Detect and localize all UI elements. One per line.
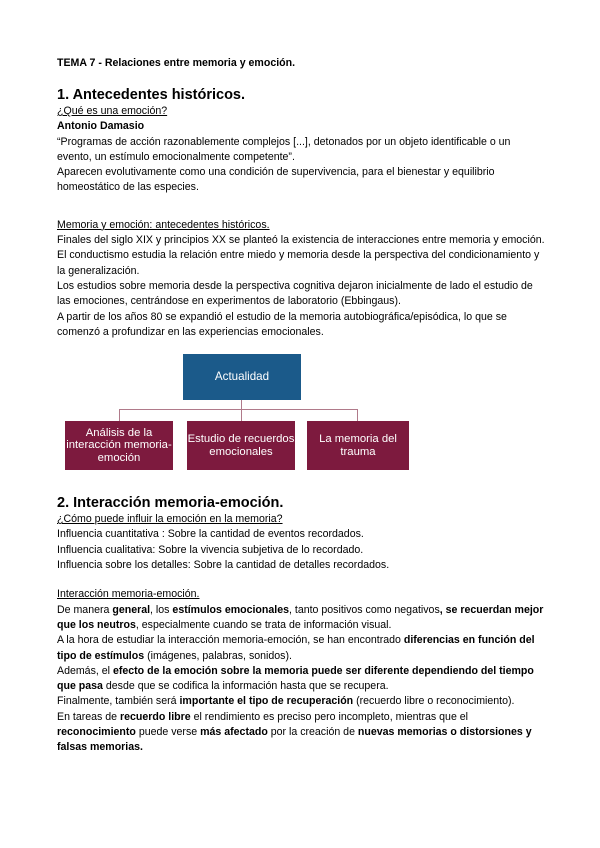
section2-paragraph bbox=[57, 633, 547, 664]
diagram-child-box: Estudio de recuerdos emocionales bbox=[187, 421, 295, 470]
text-run: desde que se codifica la información hasta que se recupera. bbox=[102, 680, 389, 693]
diagram-connector bbox=[357, 409, 358, 421]
section2-subheading: Interacción memoria-emoción. bbox=[57, 588, 200, 601]
section2-influence: Influencia cuantitativa : Sobre la cantidad de eventos recordados. bbox=[57, 528, 364, 541]
bold-run: recuerdo libre bbox=[120, 710, 191, 723]
diagram-top-box: Actualidad bbox=[183, 354, 301, 400]
text-run: , los bbox=[150, 603, 173, 616]
text-run: , especialmente cuando se trata de información visual. bbox=[135, 618, 392, 631]
section2-title: 2. Interacción memoria-emoción. bbox=[57, 495, 284, 512]
section2-influence: Influencia sobre los detalles: Sobre la cantidad de detalles recordados. bbox=[57, 559, 390, 572]
diagram-connector bbox=[119, 409, 120, 421]
section2-question: ¿Cómo puede influir la emoción en la memoria? bbox=[57, 513, 283, 526]
text-run: puede verse bbox=[135, 726, 201, 739]
diagram-child-box: La memoria del trauma bbox=[307, 421, 409, 470]
section2-paragraph bbox=[57, 694, 547, 709]
text-run: Además, el bbox=[57, 664, 113, 677]
text-run: (imágenes, palabras, sonidos). bbox=[144, 649, 292, 662]
section2-influence: Influencia cualitativa: Sobre la vivencia subjetiva de lo recordado. bbox=[57, 543, 364, 556]
section1-title: 1. Antecedentes históricos. bbox=[57, 87, 246, 103]
section1-quote: “Programas de acción razonablemente complejos [...], detonados por un objeto identificable o un evento, un estímulo emocionalmente competente”. bbox=[57, 135, 511, 163]
section1-subheading: Memoria y emoción: antecedentes históricos. bbox=[57, 218, 270, 231]
bold-run: estímulos emocionales bbox=[172, 603, 289, 616]
section2-paragraph bbox=[57, 664, 547, 695]
section1-paragraph: Finales del siglo XIX y principios XX se planteó la existencia de interacciones entre memoria y emoción. bbox=[57, 234, 545, 247]
text-run: (recuerdo libre o reconocimiento). bbox=[353, 695, 515, 708]
text-run: por la creación de bbox=[267, 726, 358, 739]
section1-paragraph: Los estudios sobre memoria desde la perspectiva cognitiva dejaron inicialmente de lado el estudio de las emociones, centrándose en experimentos de laboratorio (Ebbingaus). bbox=[57, 279, 533, 308]
diagram-child-box: Análisis de la interacción memoria-emoción bbox=[65, 421, 173, 470]
text-run: En tareas de bbox=[57, 710, 121, 723]
bold-run: nuevas memorias o distorsiones y falsas memorias. bbox=[57, 726, 532, 754]
text-run: De manera bbox=[57, 603, 113, 616]
section1-author: Antonio Damasio bbox=[57, 120, 145, 133]
diagram bbox=[57, 354, 547, 480]
diagram-connector bbox=[241, 400, 242, 409]
text-run: el rendimiento es preciso pero incompleto, mientras que el bbox=[190, 710, 469, 723]
bold-run: efecto de la emoción sobre la memoria puede ser diferente dependiendo del tiempo que pasa bbox=[57, 664, 534, 693]
diagram-connector bbox=[241, 409, 242, 421]
section1-note: Aparecen evolutivamente como una condición de supervivencia, para el bienestar y equilibrio homeostático de las especies. bbox=[57, 166, 495, 194]
section1-question: ¿Qué es una emoción? bbox=[57, 105, 168, 117]
section2-paragraph bbox=[57, 710, 547, 756]
bold-run: , se recuerdan mejor que los neutros bbox=[57, 603, 544, 631]
diagram-connector bbox=[119, 409, 357, 410]
document-page bbox=[57, 56, 547, 756]
section1-paragraph: El conductismo estudia la relación entre miedo y memoria desde la perspectiva del condicionamiento y la generalización. bbox=[57, 249, 540, 277]
text-run: Finalmente, también será bbox=[57, 695, 180, 708]
section1-paragraph: A partir de los años 80 se expandió el estudio de la memoria autobiográfica/episódica, lo que se comenzó a profundizar en las experiencias emocionales. bbox=[57, 310, 507, 338]
bold-run: diferencias en función del tipo de estímulos bbox=[57, 634, 535, 662]
text-run: A la hora de estudiar la interacción memoria-emoción, se han encontrado bbox=[57, 634, 404, 647]
bold-run: general bbox=[112, 603, 151, 616]
text-run: , tanto positivos como negativos bbox=[289, 603, 440, 616]
topic-title: TEMA 7 - Relaciones entre memoria y emoción. bbox=[57, 57, 296, 69]
bold-run: más afectado bbox=[200, 726, 268, 739]
bold-run: reconocimiento bbox=[57, 726, 136, 739]
bold-run: importante el tipo de recuperación bbox=[179, 695, 354, 708]
section2-paragraph bbox=[57, 603, 547, 634]
